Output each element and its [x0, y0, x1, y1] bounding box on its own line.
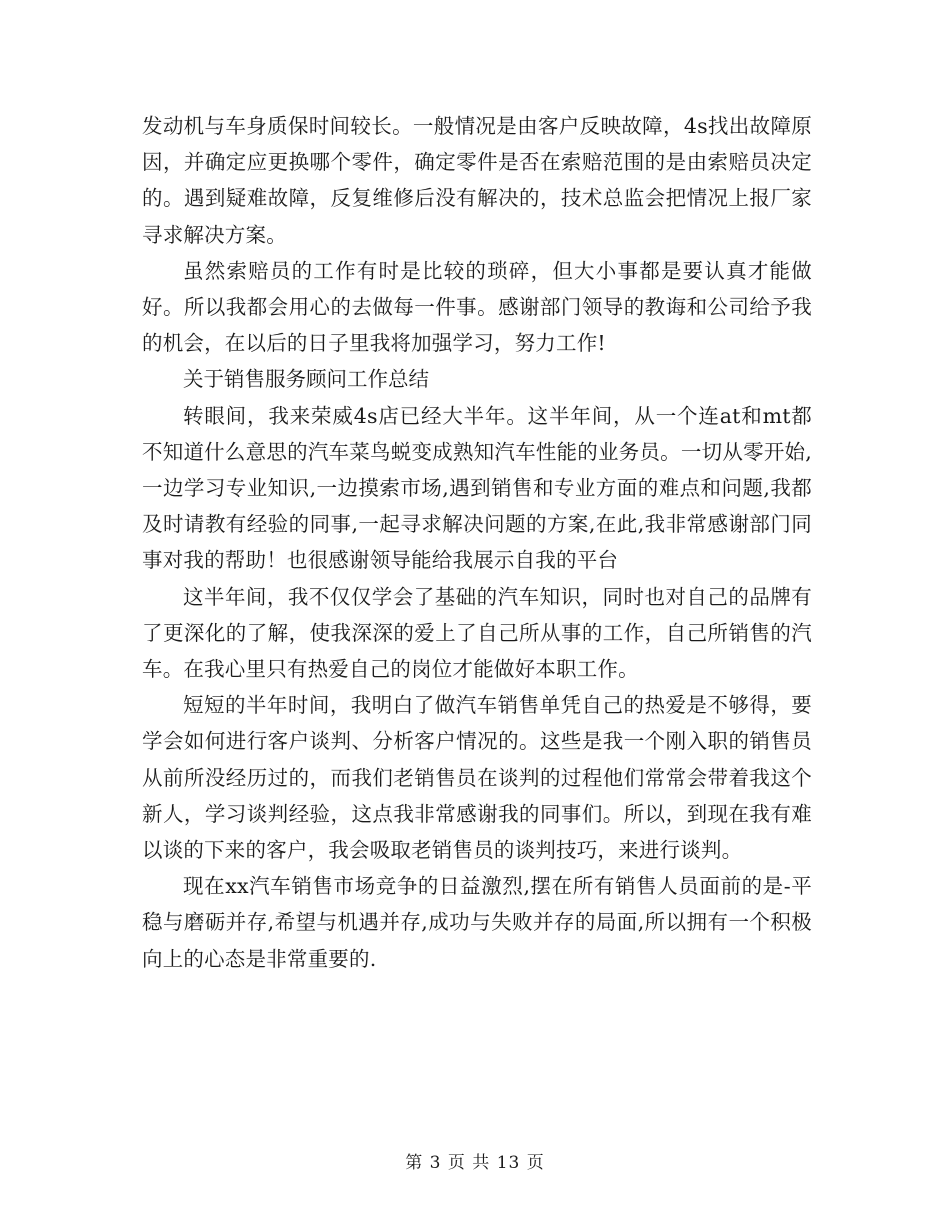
paragraph-continuation: 发动机与车身质保时间较长。一般情况是由客户反映故障，4s找出故障原因，并确定应更换哪个零件，确定零件是否在索赔范围的是由索赔员决定的。遇到疑难故障，反复维修后没有解决的，技术总监会把情况上报厂家寻求解决方案。 — [142, 114, 812, 247]
paragraph-knowledge: 这半年间，我不仅仅学会了基础的汽车知识，同时也对自己的品牌有了更深化的了解，使我深深的爱上了自己所从事的工作，自己所销售的汽车。在我心里只有热爱自己的岗位才能做好本职工作。 — [142, 584, 812, 682]
paragraph-claims-summary: 虽然索赔员的工作有时是比较的琐碎，但大小事都是要认真才能做好。所以我都会用心的去做每一件事。感谢部门领导的教诲和公司给予我的机会，在以后的日子里我将加强学习，努力工作! — [142, 258, 812, 356]
document-body — [142, 108, 812, 977]
paragraph-market: 现在xx汽车销售市场竞争的日益激烈,摆在所有销售人员面前的是-平稳与磨砺并存,希望与机遇并存,成功与失败并存的局面,所以拥有一个积极向上的心态是非常重要的. — [142, 874, 812, 971]
paragraph-negotiation: 短短的半年时间，我明白了做汽车销售单凭自己的热爱是不够得，要学会如何进行客户谈判、分析客户情况的。这些是我一个刚入职的销售员从前所没经历过的，而我们老销售员在谈判的过程他们常常会带着我这个新人，学习谈判经验，这点我非常感谢我的同事们。所以，到现在我有难以谈的下来的客户，我会吸取老销售员的谈判技巧，来进行谈判。 — [142, 693, 812, 863]
page-number-footer: 第 3 页 共 13 页 — [405, 1153, 545, 1173]
section-heading: 关于销售服务顾问工作总结 — [183, 367, 429, 392]
paragraph-intro: 转眼间，我来荣威4s店已经大半年。这半年间，从一个连at和mt都不知道什么意思的汽车菜鸟蜕变成熟知汽车性能的业务员。一切从零开始,一边学习专业知识,一边摸索市场,遇到销售和专业方面的难点和问题,我都及时请教有经验的同事,一起寻求解决问题的方案,在此,我非常感谢部门同事对我的帮助！也很感谢领导能给我展示自我的平台 — [142, 403, 812, 573]
